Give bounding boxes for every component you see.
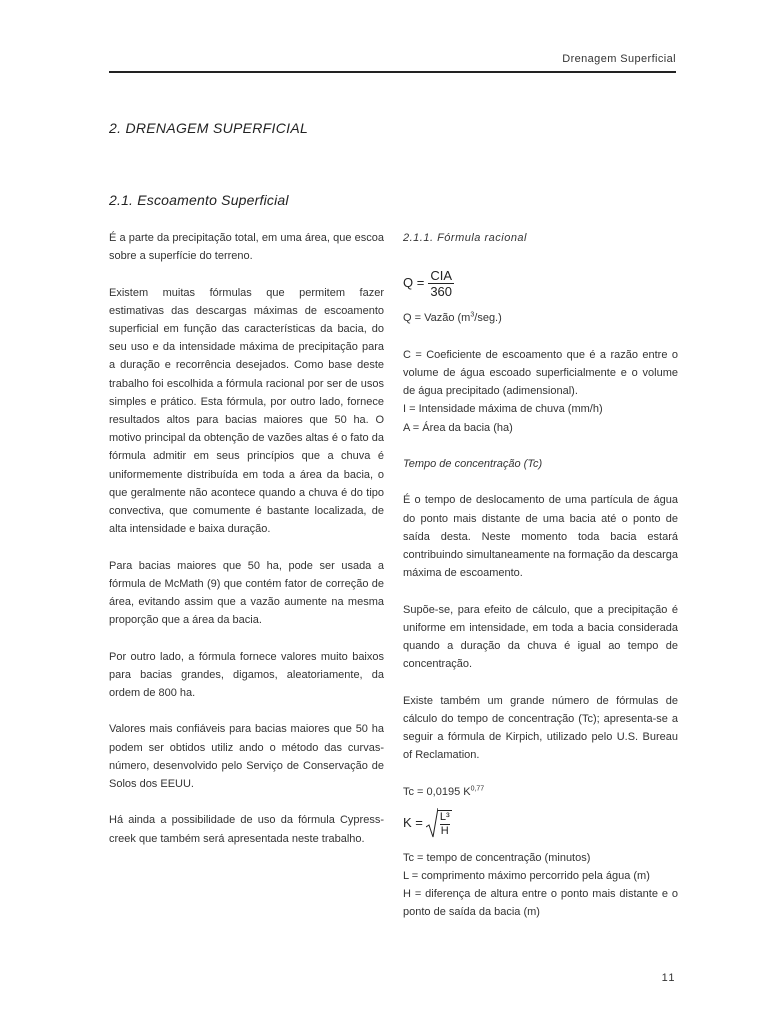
variable-h: H = diferença de altura entre o ponto mais distante e o ponto de saída da bacia (m) — [403, 888, 678, 919]
left-column — [109, 229, 384, 866]
definition-c: C = Coeficiente de escoamento que é a razão entre o volume de água escoado superficialmente e o volume de água precipitado (adimensional). — [403, 348, 678, 398]
q-def-text: Q = Vazão (m — [403, 312, 471, 325]
paragraph: Para bacias maiores que 50 ha, pode ser usada a fórmula de McMath (9) que contém fator de correção de área, evitando assim que a vazão aumente na mesma proporção que a área da bacia. — [109, 559, 384, 627]
k-formula — [403, 805, 678, 841]
section-title: 2.1. Escoamento Superficial — [109, 192, 289, 208]
tc-formula-text: Tc = 0,0195 K — [403, 785, 471, 798]
formula-numerator: CIA — [430, 267, 453, 283]
q-def-sup: 3 — [470, 311, 475, 319]
radicand — [438, 810, 452, 838]
running-header: Drenagem Superficial — [562, 53, 676, 65]
paragraph: Supõe-se, para efeito de cálculo, que a precipitação é uniforme em intensidade, em toda a bacia considerada quando a duração da chuva é igual ao tempo de concentração. — [403, 603, 678, 671]
tc-heading: Tempo de concentração (Tc) — [403, 457, 543, 470]
formula-lhs: Q = — [403, 275, 425, 291]
tc-formula-exponent: 0,77 — [470, 784, 485, 792]
paragraph: Existem muitas fórmulas que permitem fazer estimativas das descargas máximas de escoamento superficial em função das características da bacia, do seu uso e da intensidade máxima de precipitação para a duração e recorrência desejados. Como base deste trabalho foi escolhida a fórmula racional por ser de usos simples e prático. Esta fórmula, por outro lado, fornece resultados altos para bacias maiores que 50 ha. O motivo principal da obtenção de vazões altas é o fato da fórmula admitir em seus princípios que a chuva é uniformemente distribuída em toda a área da bacia, o que geralmente não acontece quando a chuva é do tipo convectiva, que comumente é bastante localizada, de alta intensidade e baixa duração. — [109, 286, 384, 536]
page-number: 11 — [661, 972, 676, 984]
k-denominator: H — [440, 824, 449, 837]
tc-formula — [403, 783, 678, 801]
formula-denominator: 360 — [430, 283, 453, 299]
paragraph: É a parte da precipitação total, em uma área, que escoa sobre a superfície do terreno. — [109, 232, 384, 263]
k-numerator: L³ — [439, 810, 450, 823]
subsection-title: 2.1.1. Fórmula racional — [403, 232, 527, 244]
radical-sign — [426, 808, 438, 838]
paragraph: Valores mais confiáveis para bacias maiores que 50 ha podem ser obtidos utiliz ando o método das curvas-número, desenvolvido pelo Serviço de Conservação de Solos dos EEUU. — [109, 723, 384, 791]
paragraph: Existe também um grande número de fórmulas de cálculo do tempo de concentração (Tc); apresenta-se a seguir a fórmula de Kirpich, utilizado pelo U.S. Bureau of Reclamation. — [403, 694, 678, 762]
square-root — [426, 808, 452, 838]
variable-l: L = comprimento máximo percorrido pela água (m) — [403, 869, 650, 882]
definition-i: I = Intensidade máxima de chuva (mm/h) — [403, 403, 603, 416]
formula-fraction — [428, 268, 454, 299]
q-definition — [403, 309, 678, 327]
q-def-tail: /seg.) — [474, 312, 502, 325]
paragraph: Há ainda a possibilidade de uso da fórmula Cypress-creek que também será apresentada neste trabalho. — [109, 814, 384, 845]
right-column — [403, 229, 678, 922]
paragraph: Por outro lado, a fórmula fornece valores muito baixos para bacias grandes, digamos, aleatoriamente, da ordem de 800 ha. — [109, 650, 384, 700]
rational-formula — [403, 265, 678, 301]
definition-a: A = Área da bacia (ha) — [403, 421, 513, 434]
variable-tc: Tc = tempo de concentração (minutos) — [403, 851, 591, 864]
paragraph: É o tempo de deslocamento de uma partícula de água do ponto mais distante de uma bacia até o ponto de saída desta. Neste momento toda bacia estará contribuindo simultaneamente na formação da descarga máxima de escoamento. — [403, 494, 678, 580]
header-rule — [109, 71, 676, 73]
chapter-title: 2. DRENAGEM SUPERFICIAL — [109, 120, 309, 136]
k-formula-lhs: K = — [403, 814, 423, 830]
